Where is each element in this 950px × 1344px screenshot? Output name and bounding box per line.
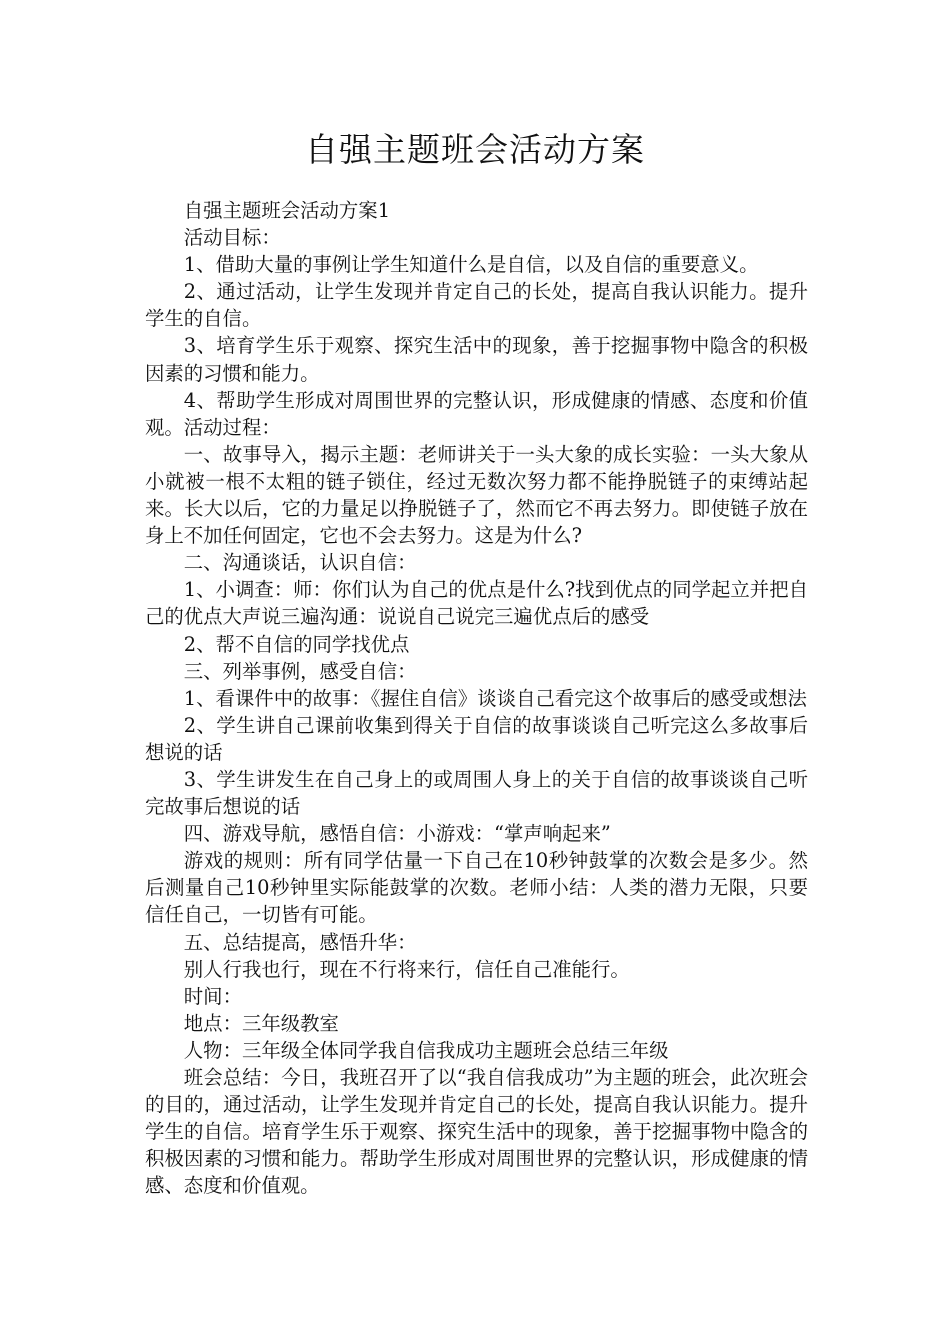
paragraph-goal-4: 4、帮助学生形成对周围世界的完整认识，形成健康的情感、态度和价值观。活动过程： bbox=[145, 388, 808, 439]
paragraph-summary: 班会总结：今日，我班召开了以“我自信我成功”为主题的班会，此次班会的目的，通过活动，让学生发现并肯定自己的长处，提高自我认识能力。提升学生的自信。培育学生乐于观察、探究生活中的现象，善于挖掘事物中隐含的积极因素的习惯和能力。帮助学生形成对周围世界的完整认识，形成健康的情感、态度和价值观。 bbox=[145, 1066, 808, 1198]
paragraph-step-1: 一、故事导入，揭示主题：老师讲关于一头大象的成长实验：一头大象从小就被一根不太粗的链子锁住，经过无数次努力都不能挣脱链子的束缚站起来。长大以后，它的力量足以挣脱链子了，然而它不再去努力。即使链子放在身上不加任何固定，它也不会去努力。这是为什么? bbox=[145, 442, 808, 548]
paragraph-time: 时间： bbox=[183, 984, 242, 1008]
paragraph-goal-1: 1、借助大量的事例让学生知道什么是自信，以及自信的重要意义。 bbox=[183, 253, 759, 277]
paragraph-step-2: 二、沟通谈话，认识自信： bbox=[183, 551, 417, 575]
paragraph-people: 人物：三年级全体同学我自信我成功主题班会总结三年级 bbox=[183, 1038, 669, 1062]
paragraph-story-3: 3、学生讲发生在自己身上的或周围人身上的关于自信的故事谈谈自己听完故事后想说的话 bbox=[145, 767, 808, 819]
paragraph-goal-3: 3、培育学生乐于观察、探究生活中的现象，善于挖掘事物中隐含的积极因素的习惯和能力。 bbox=[145, 334, 808, 385]
paragraph-story-2: 2、学生讲自己课前收集到得关于自信的故事谈谈自己听完这么多故事后想说的话 bbox=[145, 713, 808, 764]
paragraph-survey: 1、小调查：师：你们认为自己的优点是什么?找到优点的同学起立并把自己的优点大声说三遍沟通：说说自己说完三遍优点后的感受 bbox=[145, 578, 808, 629]
document-body bbox=[145, 197, 808, 1199]
paragraph-step-5: 五、总结提高，感悟升华： bbox=[183, 930, 417, 954]
page-title: 自强主题班会活动方案 bbox=[305, 130, 645, 169]
paragraph-step-4: 四、游戏导航，感悟自信：小游戏：“掌声响起来” bbox=[183, 822, 611, 846]
paragraph-location: 地点：三年级教室 bbox=[183, 1011, 339, 1035]
paragraph-goals-heading: 活动目标： bbox=[183, 226, 281, 250]
paragraph-help: 2、帮不自信的同学找优点 bbox=[183, 632, 410, 656]
paragraph-game-rules: 游戏的规则：所有同学估量一下自己在10秒钟鼓掌的次数会是多少。然后测量自己10秒钟里实际能鼓掌的次数。老师小结：人类的潜力无限，只要信任自己，一切皆有可能。 bbox=[145, 849, 808, 927]
paragraph-story-1: 1、看课件中的故事：《握住自信》谈谈自己看完这个故事后的感受或想法 bbox=[183, 686, 807, 710]
paragraph-goal-2: 2、通过活动，让学生发现并肯定自己的长处，提高自我认识能力。提升学生的自信。 bbox=[145, 280, 808, 331]
section-heading: 自强主题班会活动方案1 bbox=[183, 199, 391, 222]
paragraph-step-3: 三、列举事例，感受自信： bbox=[183, 659, 417, 683]
paragraph-motto: 别人行我也行，现在不行将来行，信任自己准能行。 bbox=[183, 957, 630, 981]
